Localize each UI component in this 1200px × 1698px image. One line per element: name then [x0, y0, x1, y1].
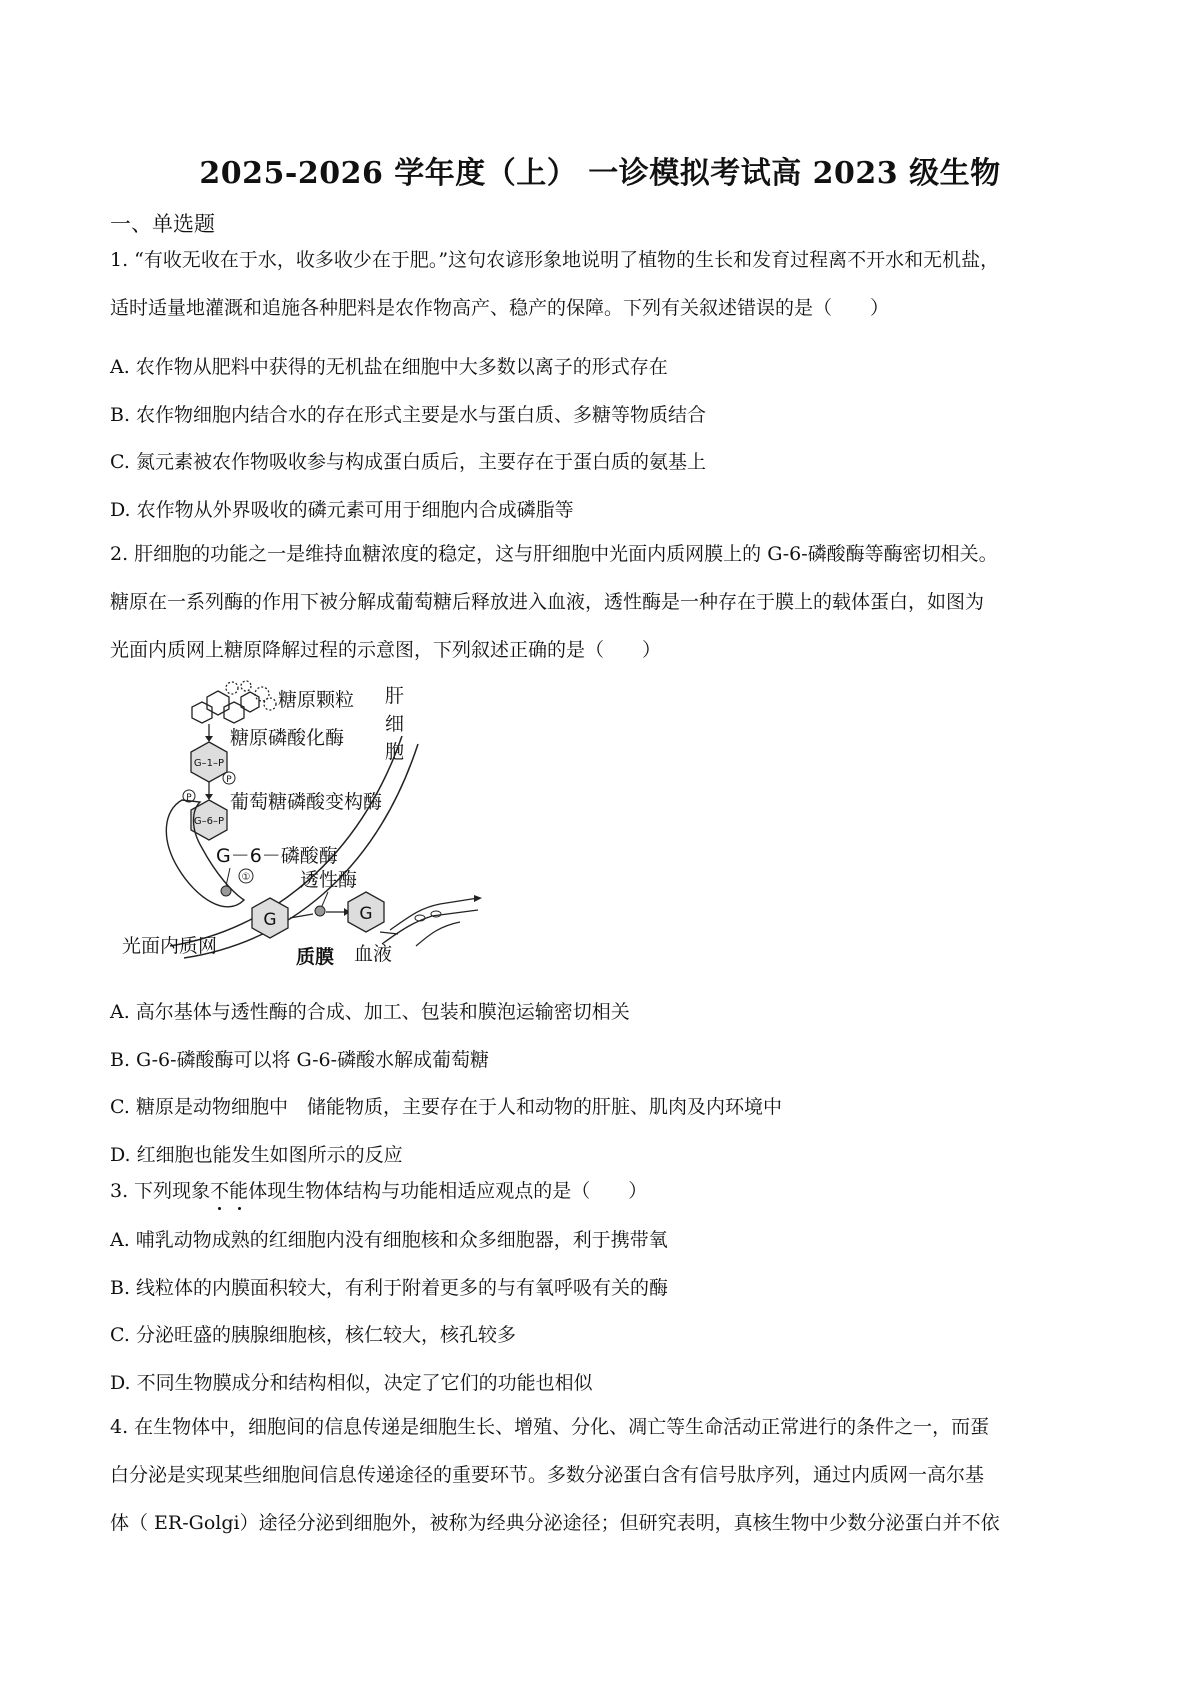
diagram-svg: [120, 678, 540, 968]
label-blood: 血液: [354, 943, 393, 965]
question-1-option-a: A. 农作物从肥料中获得的无机盐在细胞中大多数以离子的形式存在: [110, 356, 668, 378]
label-er: 光面内质网: [122, 935, 218, 957]
question-4-stem: [110, 1403, 1100, 1547]
glycogen-degradation-diagram: [120, 678, 540, 968]
glycogen-granule: [192, 681, 276, 723]
label-g6p: G–6–P: [193, 816, 225, 827]
label-g1p: G–1–P: [193, 758, 225, 769]
question-4-line-1: 4. 在生物体中，细胞间的信息传递是细胞生长、增殖、分化、凋亡等生命活动正常进行的条件之一，而蛋: [110, 1416, 990, 1438]
label-mutase: 葡萄糖磷酸变构酶: [230, 791, 383, 813]
question-1-line-2: 适时适量地灌溉和追施各种肥料是农作物高产、稳产的保障。下列有关叙述错误的是（ ）: [110, 297, 890, 319]
emphasis-dot-2: [238, 1207, 241, 1210]
question-4-line-3: 体（ ER-Golgi）途径分泌到细胞外，被称为经典分泌途径；但研究表明，真核生物中少数分泌蛋白并不依: [110, 1512, 1000, 1534]
label-g6p-enzyme: G－6－磷酸酶: [216, 845, 338, 867]
vessel-wall-top: [390, 898, 478, 930]
question-3-stem-post: 体现生物体结构与功能相适应观点的是（ ）: [248, 1180, 648, 1202]
question-3-emphasis-text: 不能: [210, 1180, 249, 1202]
glucose-into-blood-arrow: [380, 932, 398, 934]
question-2-option-d: D. 红细胞也能发生如图所示的反应: [110, 1144, 403, 1166]
question-3-option-a: A. 哺乳动物成熟的红细胞内没有细胞核和众多细胞器，利于携带氧: [110, 1229, 668, 1251]
emphasis-dot-1: [218, 1207, 221, 1210]
question-2-stem: [110, 530, 1100, 674]
vessel-wall-bottom: [416, 922, 460, 946]
question-3-option-c: C. 分泌旺盛的胰腺细胞核，核仁较大，核孔较多: [110, 1324, 516, 1346]
vessel-wall-mid: [382, 910, 478, 944]
label-membrane: 质膜: [296, 946, 335, 968]
label-p-2: P: [186, 793, 192, 803]
question-3-stem-pre: 3. 下列现象: [110, 1180, 211, 1202]
exam-title: 2025-2026 学年度（上） 一诊模拟考试高 2023 级生物: [199, 156, 1001, 191]
label-permease: 透性酶: [300, 869, 358, 891]
label-p-1: P: [226, 775, 232, 785]
label-g-2: G: [359, 904, 373, 924]
question-4-line-2: 白分泌是实现某些细胞间信息传递途径的重要环节。多数分泌蛋白含有信号肽序列，通过内质网一高尔基: [110, 1464, 985, 1486]
question-2-line-1: 2. 肝细胞的功能之一是维持血糖浓度的稳定，这与肝细胞中光面内质网膜上的 G-6-磷酸酶等酶密切相关。: [110, 543, 998, 565]
arrow-to-g6p-head: [205, 794, 213, 800]
question-3-option-b: B. 线粒体的内膜面积较大，有利于附着更多的与有氧呼吸有关的酶: [110, 1277, 669, 1299]
label-liver-3: 胞: [385, 741, 405, 763]
question-1-option-c: C. 氮元素被农作物吸收参与构成蛋白质后，主要存在于蛋白质的氨基上: [110, 451, 706, 473]
label-phosphorylase: 糖原磷酸化酶: [230, 727, 345, 749]
label-liver-1: 肝: [385, 685, 405, 707]
label-step-1: ①: [241, 872, 251, 883]
question-2-option-c: C. 糖原是动物细胞中 储能物质，主要存在于人和动物的肝脏、肌肉及内环境中: [110, 1096, 782, 1118]
question-1-option-d: D. 农作物从外界吸收的磷元素可用于细胞内合成磷脂等: [110, 499, 574, 521]
label-liver-2: 细: [385, 713, 405, 735]
question-2-option-a: A. 高尔基体与透性酶的合成、加工、包装和膜泡运输密切相关: [110, 1001, 630, 1023]
g6p-enzyme-dot: [221, 886, 231, 896]
question-1-stem: [110, 236, 1100, 332]
pointer-g6p-enzyme: [226, 868, 230, 886]
section-heading: 一、单选题: [110, 212, 215, 236]
question-1-option-b: B. 农作物细胞内结合水的存在形式主要是水与蛋白质、多糖等物质结合: [110, 404, 707, 426]
question-3-emphasis: [210, 1180, 248, 1202]
question-2-line-2: 糖原在一系列酶的作用下被分解成葡萄糖后释放进入血液，透性酶是一种存在于膜上的载体蛋白，如图为: [110, 591, 985, 613]
question-3-option-d: D. 不同生物膜成分和结构相似，决定了它们的功能也相似: [110, 1372, 593, 1394]
question-3-stem: [110, 1176, 1100, 1203]
question-2-option-b: B. G-6-磷酸酶可以将 G-6-磷酸水解成葡萄糖: [110, 1049, 489, 1071]
arrow-to-g1p-head: [205, 736, 213, 742]
question-1-line-1: 1. “有收无收在于水，收多收少在于肥。”这句农谚形象地说明了植物的生长和发育过程离不开水和无机盐，: [110, 249, 1000, 271]
label-g-1: G: [263, 910, 277, 930]
label-glycogen: 糖原颗粒: [278, 689, 355, 711]
vessel-arrow-head: [474, 895, 482, 902]
question-2-line-3: 光面内质网上糖原降解过程的示意图，下列叙述正确的是（ ）: [110, 639, 662, 661]
permease-dot: [315, 906, 325, 916]
